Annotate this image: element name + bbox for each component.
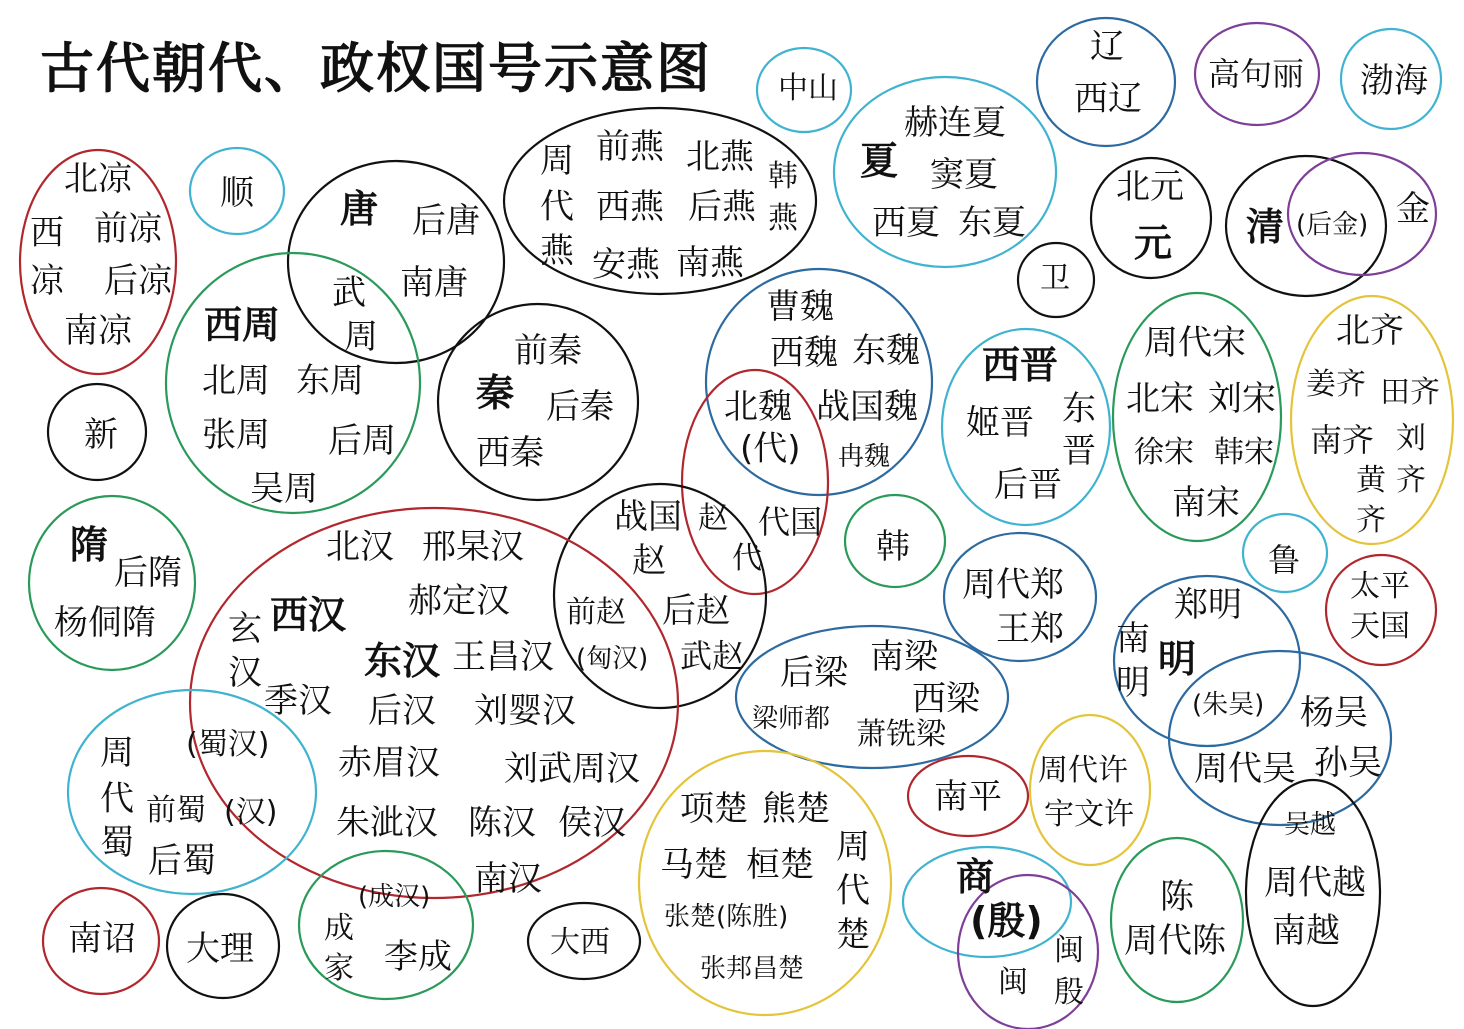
label-shun: 顺 [220, 173, 254, 213]
label-zhoudaichen: 周代陈 [1124, 921, 1226, 961]
label-yan-k: 燕 [768, 201, 798, 236]
label-liangshidu: 梁师都 [752, 704, 831, 734]
label-houyan: 后燕 [688, 187, 756, 227]
label-min: 闽 [1054, 933, 1084, 968]
label-douxia: 窦夏 [930, 155, 998, 195]
label-zhou-small: 周 [344, 317, 378, 357]
label-zhoudaisong: 周代宋 [1144, 323, 1246, 363]
label-han-paren: (汉) [224, 795, 278, 830]
label-xizhou: 西周 [204, 303, 281, 347]
ellipse-wu [1169, 651, 1391, 825]
label-liao: 辽 [1090, 27, 1124, 67]
label-xi: 西 [30, 213, 64, 253]
label-donghan: 东汉 [364, 639, 441, 683]
label-nan-m: 南 [1116, 619, 1150, 659]
label-zhao2: 赵 [698, 501, 728, 536]
label-qin: 秦 [476, 371, 515, 415]
label-yan1: 燕 [540, 231, 574, 271]
label-licheng: 李成 [384, 937, 452, 977]
label-houqin: 后秦 [546, 387, 614, 427]
label-zhuwu: (朱吴) [1192, 690, 1265, 720]
label-gaogouli: 高句丽 [1208, 55, 1305, 93]
label-houjin2: 后晋 [994, 465, 1062, 505]
label-wuzhou: 吴周 [250, 469, 318, 509]
label-chu4: 楚 [836, 915, 870, 955]
label-xiaoxianliang: 萧铣梁 [856, 717, 946, 752]
label-nanyue: 南越 [1272, 911, 1340, 951]
label-beihan: 北汉 [326, 527, 394, 567]
label-chimeihan: 赤眉汉 [338, 743, 440, 783]
label-houliang2: 后梁 [780, 653, 848, 693]
label-dai1: 代 [540, 187, 574, 227]
label-daxi: 大西 [550, 925, 610, 960]
label-xiangchu: 项楚 [680, 789, 748, 829]
label-beizhou: 北周 [202, 361, 270, 401]
label-dongxia: 东夏 [958, 203, 1026, 243]
label-xiliao: 西辽 [1074, 79, 1142, 119]
label-beiqi: 北齐 [1336, 311, 1404, 351]
label-yin2: 殷 [1054, 975, 1084, 1010]
label-nanliang2: 南梁 [870, 637, 938, 677]
label-qianshu: 前蜀 [146, 793, 206, 828]
label-beiyuan: 北元 [1116, 167, 1184, 207]
label-yangtongsui: 杨侗隋 [54, 603, 156, 643]
label-han-k: 韩 [768, 159, 798, 194]
label-sunwu: 孙吴 [1314, 743, 1382, 783]
label-xingaohan: 邢杲汉 [422, 527, 524, 567]
label-dongwei: 东魏 [852, 331, 920, 371]
label-daiguo: 代国 [758, 503, 823, 541]
label-zhou3: 周 [100, 733, 134, 773]
label-xiqin: 西秦 [476, 433, 544, 473]
label-houhan2: 侯汉 [558, 803, 626, 843]
label-wangchanghan: 王昌汉 [452, 637, 554, 677]
label-nanzhao: 南诏 [68, 919, 136, 959]
label-qi-b: 齐 [1356, 503, 1386, 538]
label-xiliang2: 西梁 [912, 679, 980, 719]
label-jin: 金 [1396, 189, 1430, 229]
label-dong: 东 [1062, 389, 1096, 429]
ellipse-chen [1111, 838, 1243, 1002]
label-xuan: 玄 [228, 609, 262, 649]
label-zhangchu: 张楚(陈胜) [664, 902, 789, 932]
label-qianqin: 前秦 [514, 331, 582, 371]
label-dali: 大理 [186, 929, 254, 969]
label-dai4: 代 [836, 871, 870, 911]
label-wu: 武 [332, 273, 366, 313]
label-taiping1: 太平 [1350, 569, 1410, 604]
label-xusong: 徐宋 [1134, 435, 1194, 470]
ellipse-xu [1030, 715, 1150, 865]
label-han-x: 汉 [228, 653, 262, 693]
label-qianzhao: 前赵 [566, 595, 626, 630]
label-liu: 刘 [1396, 421, 1426, 456]
label-xiongchu: 熊楚 [762, 789, 830, 829]
label-xihan: 西汉 [270, 593, 347, 637]
label-yuwenxu: 宇文许 [1044, 797, 1134, 832]
label-ranwei: 冉魏 [838, 442, 891, 472]
label-liuyinghan: 刘婴汉 [474, 691, 576, 731]
label-housui: 后隋 [114, 553, 182, 593]
label-houliang: 后凉 [104, 261, 172, 301]
label-yangwu: 杨吴 [1300, 693, 1368, 733]
label-min2: 闽 [998, 965, 1028, 1000]
label-liang: 凉 [30, 261, 64, 301]
label-zhongshan: 中山 [778, 71, 838, 106]
label-liuwuzhouhan: 刘武周汉 [504, 749, 640, 789]
label-xin: 新 [84, 415, 118, 455]
label-dai3: 代 [100, 779, 134, 819]
label-wangzheng: 王郑 [996, 609, 1064, 649]
label-beiliang: 北凉 [64, 159, 132, 199]
label-zhangbangchangchu: 张邦昌楚 [700, 954, 805, 984]
label-zhao: 赵 [632, 541, 666, 581]
label-chenghan: (成汉) [358, 882, 431, 912]
label-zhucihan: 朱泚汉 [336, 803, 438, 843]
label-yin: (殷) [970, 899, 1043, 943]
label-qianyan: 前燕 [596, 127, 664, 167]
ellipse-tang [288, 161, 504, 363]
label-beiyan: 北燕 [686, 137, 754, 177]
label-helianxia: 赫连夏 [904, 103, 1006, 143]
label-lu: 鲁 [1268, 541, 1301, 579]
label-beisong: 北宋 [1126, 379, 1194, 419]
label-qing: 清 [1246, 205, 1285, 249]
label-nanqi: 南齐 [1310, 421, 1375, 459]
label-dai2: 代 [732, 541, 762, 576]
label-tang: 唐 [340, 187, 379, 231]
label-xiongnuhan: (匈汉) [576, 644, 649, 674]
label-shu: 蜀 [100, 823, 134, 863]
label-qianliang: 前凉 [94, 209, 162, 249]
label-huang: 黄 [1356, 463, 1386, 498]
label-houhan: 后汉 [368, 691, 436, 731]
label-yuan: 元 [1134, 221, 1173, 265]
label-jia: 家 [324, 951, 354, 986]
label-jihan: 季汉 [264, 681, 332, 721]
label-hansong: 韩宋 [1214, 435, 1274, 470]
label-cheng: 成 [324, 911, 354, 946]
label-houzhao: 后赵 [662, 591, 730, 631]
label-nansong: 南宋 [1172, 483, 1240, 523]
label-zhoudaiyue: 周代越 [1264, 863, 1366, 903]
label-taiping2: 天国 [1350, 609, 1410, 644]
label-zhanguo: 战国 [614, 497, 682, 537]
label-shuhan: (蜀汉) [186, 727, 270, 762]
label-nanping: 南平 [934, 777, 1002, 817]
label-xia: 夏 [860, 139, 899, 183]
label-xixia: 西夏 [872, 203, 940, 243]
label-zhou4: 周 [836, 827, 870, 867]
label-nanliang: 南凉 [64, 311, 132, 351]
label-xiwei: 西魏 [770, 333, 838, 373]
label-houtang: 后唐 [412, 201, 480, 241]
label-chenhan: 陈汉 [468, 803, 536, 843]
label-beiwei: 北魏 [724, 387, 792, 427]
label-shang: 商 [956, 855, 995, 899]
label-ming: 明 [1158, 637, 1197, 681]
label-jin2: 晋 [1062, 431, 1096, 471]
label-ming-m: 明 [1116, 663, 1150, 703]
label-anyan: 安燕 [592, 245, 660, 285]
label-tianqi: 田齐 [1380, 375, 1440, 410]
label-zhangzhou: 张周 [202, 415, 270, 455]
label-jijin: 姬晋 [966, 403, 1034, 443]
label-han-state: 韩 [876, 527, 910, 567]
label-dongzhou: 东周 [296, 361, 364, 401]
label-liusong: 刘宋 [1208, 379, 1276, 419]
label-xijin: 西晋 [982, 343, 1059, 387]
label-chen: 陈 [1160, 877, 1194, 917]
label-huanchu: 桓楚 [746, 845, 814, 885]
label-sui: 隋 [70, 523, 109, 567]
label-zhanguowei: 战国魏 [816, 387, 918, 427]
label-caowei: 曹魏 [766, 287, 834, 327]
label-machu: 马楚 [660, 845, 728, 885]
label-zhoudaixu: 周代许 [1038, 753, 1128, 788]
label-zhou1: 周 [540, 141, 574, 181]
label-haodinghan: 郝定汉 [408, 581, 510, 621]
label-nantang: 南唐 [400, 263, 468, 303]
label-wuyue: 吴越 [1284, 810, 1337, 840]
label-jiangqi: 姜齐 [1306, 367, 1366, 402]
label-qi-a: 齐 [1396, 463, 1426, 498]
label-houzhou: 后周 [328, 421, 396, 461]
label-wei-small: 卫 [1040, 261, 1070, 296]
label-nanyan: 南燕 [676, 243, 744, 283]
label-zhengming: 郑明 [1174, 585, 1242, 625]
label-bohai: 渤海 [1360, 61, 1428, 101]
label-zhoudaizheng: 周代郑 [962, 565, 1064, 605]
label-dai-paren: (代) [740, 429, 801, 469]
label-zhoudaiwu: 周代吴 [1194, 749, 1296, 789]
label-nanhan: 南汉 [474, 859, 542, 899]
page-title: 古代朝代、政权国号示意图 [40, 37, 712, 100]
label-wuzhao: 武赵 [680, 637, 745, 675]
label-xiyan: 西燕 [596, 187, 664, 227]
label-houshu: 后蜀 [148, 841, 216, 881]
label-houjin: (后金) [1296, 210, 1369, 240]
